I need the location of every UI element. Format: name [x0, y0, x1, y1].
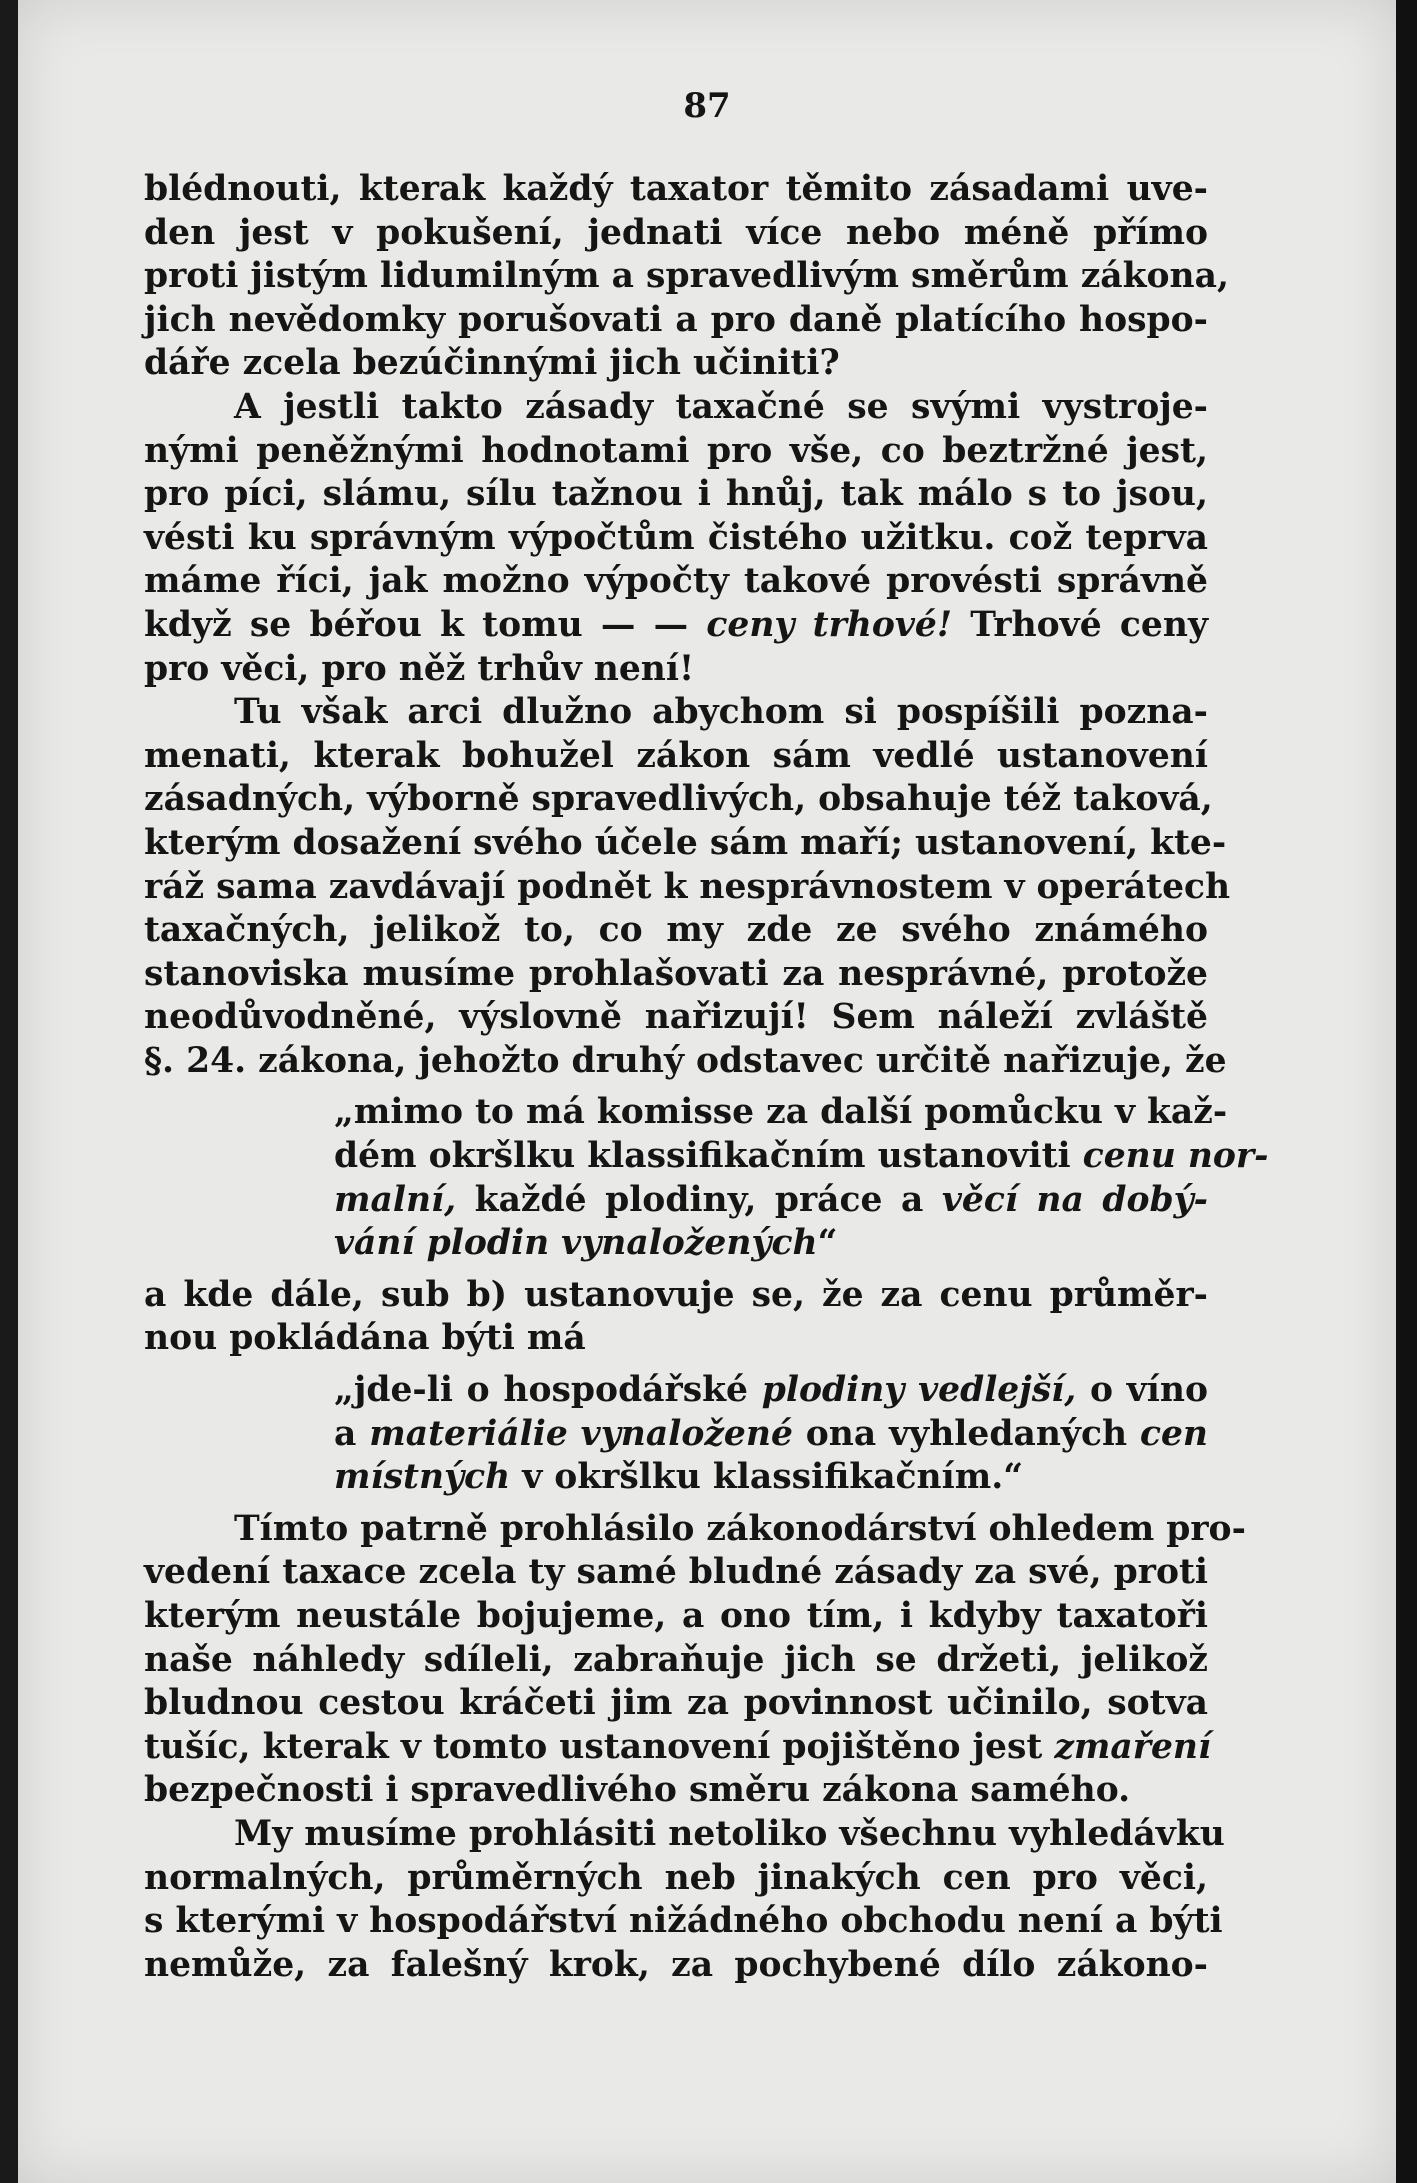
text-line — [144, 1456, 1208, 1500]
text-line — [144, 1135, 1269, 1179]
text-run: „jde-li o hospodářské — [334, 1370, 762, 1411]
text-run: když se béřou k tomu — — — [144, 604, 707, 645]
italic-phrase: vání plodin vynaložených — [334, 1223, 818, 1264]
text-line: A jestli takto zásady taxačné se svými vystroje- — [234, 386, 1208, 427]
text-line: zásadných, výborně spravedlivých, obsahuje též taková, — [144, 779, 1213, 820]
text-line: nými peněžnými hodnotami pro vše, co beztržné jest, — [144, 430, 1208, 471]
text-line: dáře zcela bezúčinnými jich učiniti? — [144, 343, 840, 384]
scan-edge — [1396, 0, 1417, 2183]
text-line: kterým neustále bojujeme, a ono tím, i kdyby taxatoři — [144, 1596, 1208, 1636]
italic-phrase: plodiny vedlejší, — [761, 1370, 1077, 1411]
text-run: v okršlku klassifikačním.“ — [510, 1457, 1024, 1498]
text-line: vedení taxace zcela ty samé bludné zásady za své, proti — [144, 1552, 1208, 1593]
italic-phrase: materiálie vynaložené — [369, 1413, 793, 1454]
text-line: pro věci, pro něž trhův není! — [144, 648, 695, 689]
text-line: taxačných, jelikož to, co my zde ze svého známého — [144, 910, 1208, 951]
body-text — [144, 168, 1269, 1987]
text-line — [144, 1179, 1208, 1223]
italic-phrase: zmaření — [1054, 1726, 1212, 1767]
text-line: blédnouti, kterak každý taxator těmito zásadami uve- — [144, 169, 1208, 209]
italic-phrase: cenu nor- — [1082, 1136, 1269, 1177]
text-line: den jest v pokušení, jednati více nebo méně přímo — [144, 212, 1208, 253]
text-line: nou pokládána býti má — [144, 1318, 586, 1359]
italic-phrase: věcí na dobý- — [941, 1179, 1208, 1220]
text-line: jich nevědomky porušovati a pro daně platícího hospo- — [144, 299, 1208, 340]
italic-phrase: místných — [334, 1457, 511, 1498]
text-line: proti jistým lidumilným a spravedlivým směrům zákona, — [144, 256, 1229, 297]
text-line: naše náhledy sdíleli, zabraňuje jich se držeti, jelikož — [144, 1639, 1208, 1680]
text-line: My musíme prohlásiti netoliko všechnu vyhledávku — [234, 1813, 1225, 1854]
text-run: dém okršlku klassifikačním ustanoviti — [334, 1136, 1083, 1177]
text-run: “ — [817, 1223, 838, 1264]
text-line: §. 24. zákona, jehožto druhý odstavec určitě nařizuje, že — [144, 1040, 1227, 1081]
text-line: Tu však arci dlužno abychom si pospíšili pozna- — [234, 692, 1208, 733]
text-line: stanoviska musíme prohlašovati za nesprávné, protože — [144, 953, 1208, 994]
text-line: máme říci, jak možno výpočty takové provésti správně — [144, 561, 1208, 602]
text-run: a — [334, 1413, 370, 1454]
text-line: ráž sama zavdávají podnět k nesprávnostem v operátech — [144, 866, 1231, 907]
text-line: Tímto patrně prohlásilo zákonodárství ohledem pro- — [234, 1508, 1246, 1549]
text-run: Trhové ceny — [952, 604, 1208, 645]
text-line: bludnou cestou kráčeti jim za povinnost učinilo, sotva — [144, 1683, 1208, 1724]
text-line: nemůže, za falešný krok, za pochybené dílo zákono- — [144, 1944, 1208, 1985]
text-line: a kde dále, sub b) ustanovuje se, že za cenu průměr- — [144, 1274, 1208, 1315]
text-run: každé plodiny, práce a — [456, 1179, 942, 1220]
text-line: neodůvodněné, výslovně nařizují! Sem náleží zvláště — [144, 997, 1208, 1038]
text-line: bezpečnosti i spravedlivého směru zákona samého. — [144, 1770, 1131, 1811]
text-line: pro píci, slámu, sílu tažnou i hnůj, tak málo s to jsou, — [144, 474, 1208, 515]
text-line — [144, 1413, 1208, 1457]
text-run: ona vyhledaných — [792, 1413, 1140, 1454]
text-line — [144, 1369, 1208, 1413]
italic-phrase: ceny trhové! — [706, 604, 953, 645]
italic-phrase: cen — [1139, 1413, 1208, 1454]
book-page — [18, 0, 1396, 2183]
text-line: menati, kterak bohužel zákon sám vedlé ustanovení — [144, 735, 1208, 776]
text-run: tušíc, kterak v tomto ustanovení pojištěno jest — [144, 1726, 1055, 1767]
text-line: s kterými v hospodářství nižádného obchodu není a býti — [144, 1901, 1223, 1942]
italic-phrase: malní, — [334, 1179, 457, 1220]
text-line — [144, 1726, 1212, 1770]
text-line — [144, 604, 1208, 648]
text-line: vésti ku správným výpočtům čistého užitku. což teprva — [144, 517, 1208, 558]
text-line: normalných, průměrných neb jinakých cen pro věci, — [144, 1857, 1208, 1898]
text-line — [144, 1222, 1208, 1266]
text-line: kterým dosažení svého účele sám maří; ustanovení, kte- — [144, 822, 1227, 863]
text-run: o víno — [1076, 1370, 1209, 1411]
text-line: „mimo to má komisse za další pomůcku v kaž- — [334, 1092, 1228, 1133]
page-number: 87 — [683, 86, 731, 126]
